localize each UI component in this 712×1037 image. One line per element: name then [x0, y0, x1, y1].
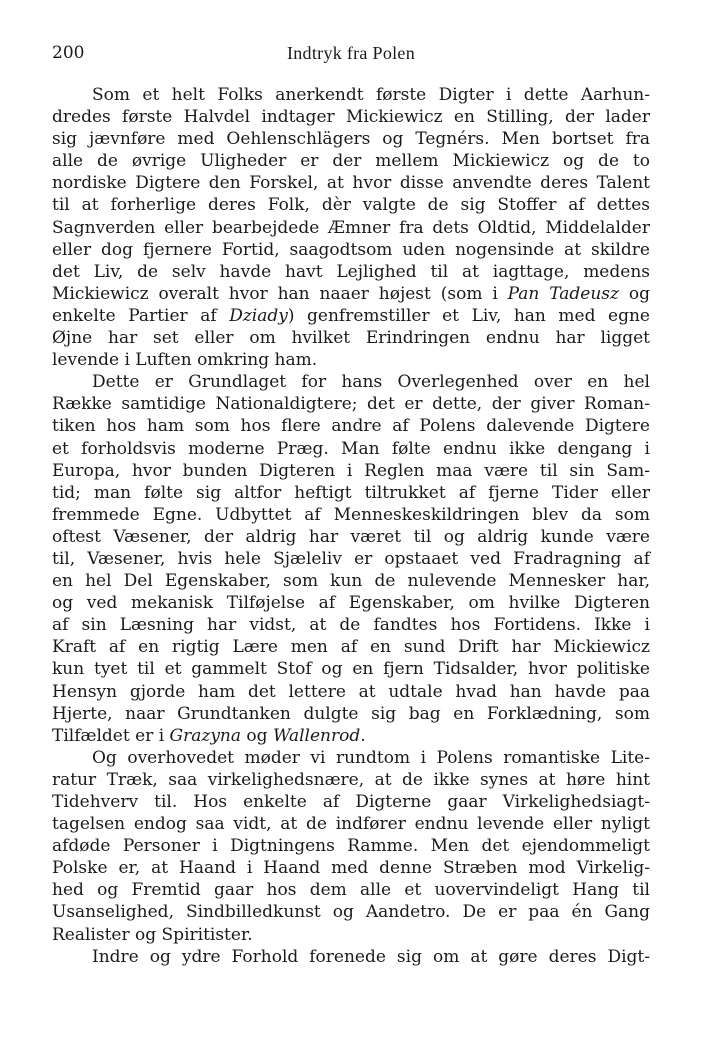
text-line: levende i Luften omkring ham.: [52, 350, 318, 371]
text-line: en hel Del Egenskaber, som kun de nulevende Mennesker har,: [52, 571, 650, 592]
text-line: Realister og Spiritister.: [52, 924, 253, 945]
italic-title: Wallenrod: [272, 725, 361, 746]
text-line: Og overhovedet møder vi rundtom i Polens romantiske Lite-: [92, 747, 650, 768]
italic-title: Dziady: [229, 305, 288, 326]
text-line: Sagnverden eller bearbejdede Æmner fra dets Oldtid, Middelalder: [52, 217, 650, 238]
text-line: Række samtidige Nationaldigtere; det er dette, der giver Roman-: [52, 394, 650, 415]
text-line: nordiske Digtere den Forskel, at hvor disse anvendte deres Talent: [52, 173, 650, 194]
text-line: af sin Læsning har vidst, at de fandtes hos Fortidens. Ikke i: [52, 615, 650, 636]
text-line: Indre og ydre Forhold forenede sig om at gøre deres Digt-: [92, 946, 650, 967]
text-line: Øjne har set eller om hvilket Erindringen endnu har ligget: [52, 328, 650, 349]
text-line: Tidehverv til. Hos enkelte af Digterne gaar Virkelighedsiagt-: [52, 792, 650, 812]
text-line: til at forherlige deres Folk, dèr valgte de sig Stoffer af dettes: [52, 195, 650, 216]
text-line: til, Væsener, hvis hele Sjæleliv er opstaaet ved Fradragning af: [52, 548, 650, 569]
text-line: alle de øvrige Uligheder er der mellem Mickiewicz og de to: [52, 151, 650, 172]
italic-title: Grazyna: [169, 725, 242, 746]
text-line: Polske er, at Haand i Haand med denne Stræben mod Virkelig-: [52, 858, 650, 879]
italic-title: Pan Tadeusz: [507, 283, 619, 304]
text-line: eller dog fjernere Fortid, saagodtsom uden nogensinde at skildre: [52, 239, 650, 260]
text-line: oftest Væsener, der aldrig har været til og aldrig kunde være: [52, 526, 650, 547]
text-line: dredes første Halvdel indtager Mickiewicz en Stilling, der lader: [52, 107, 650, 128]
body-text: [52, 84, 650, 968]
text-line: Usanselighed, Sindbilledkunst og Aandetro. De er paa én Gang: [52, 902, 650, 923]
text-line: ratur Træk, saa virkelighedsnære, at de ikke synes at høre hint: [52, 769, 650, 790]
text-line: tagelsen endog saa vidt, at de indfører endnu levende eller nyligt: [52, 814, 650, 835]
text-line: det Liv, de selv havde havt Lejlighed til at iagttage, medens: [52, 261, 650, 282]
text-line: sig jævnføre med Oehlenschlägers og Tegnérs. Men bortset fra: [52, 129, 650, 150]
text-line: kun tyet til et gammelt Stof og en fjern Tidsalder, hvor politiske: [52, 659, 650, 680]
text-line: enkelte Partier af Dziady) genfremstiller et Liv, han med egne: [52, 305, 650, 326]
text-line: Kraft af en rigtig Lære men af en sund Drift har Mickiewicz: [52, 637, 650, 658]
text-line: Hjerte, naar Grundtanken dulgte sig bag en Forklædning, som: [52, 703, 650, 724]
text-line: hed og Fremtid gaar hos dem alle et uovervindeligt Hang til: [52, 880, 650, 901]
page-header: [52, 41, 650, 65]
text-line: Hensyn gjorde ham det lettere at udtale hvad han havde paa: [52, 681, 650, 702]
text-line: Europa, hvor bunden Digteren i Reglen maa være til sin Sam-: [52, 460, 650, 481]
text-line: Mickiewicz overalt hvor han naaer højest (som i Pan Tadeusz og: [52, 283, 650, 304]
text-line: tid; man følte sig altfor heftigt tiltrukket af fjerne Tider eller: [52, 482, 650, 503]
text-line: fremmede Egne. Udbyttet af Menneskeskildringen blev da som: [52, 504, 650, 525]
text-line: et forholdsvis moderne Præg. Man følte endnu ikke dengang i: [52, 438, 650, 459]
text-line: Som et helt Folks anerkendt første Digter i dette Aarhun-: [92, 85, 650, 105]
running-title: Indtryk fra Polen: [286, 43, 416, 63]
page-number: 200: [52, 43, 85, 63]
text-line: og ved mekanisk Tilføjelse af Egenskaber, om hvilke Digteren: [52, 593, 650, 614]
text-line: Tilfældet er i Grazyna og Wallenrod.: [52, 725, 366, 746]
text-line: afdøde Personer i Digtningens Ramme. Men det ejendommeligt: [52, 836, 650, 857]
text-line: tiken hos ham som hos flere andre af Polens dalevende Digtere: [52, 416, 650, 437]
text-line: Dette er Grundlaget for hans Overlegenhed over en hel: [92, 372, 650, 393]
